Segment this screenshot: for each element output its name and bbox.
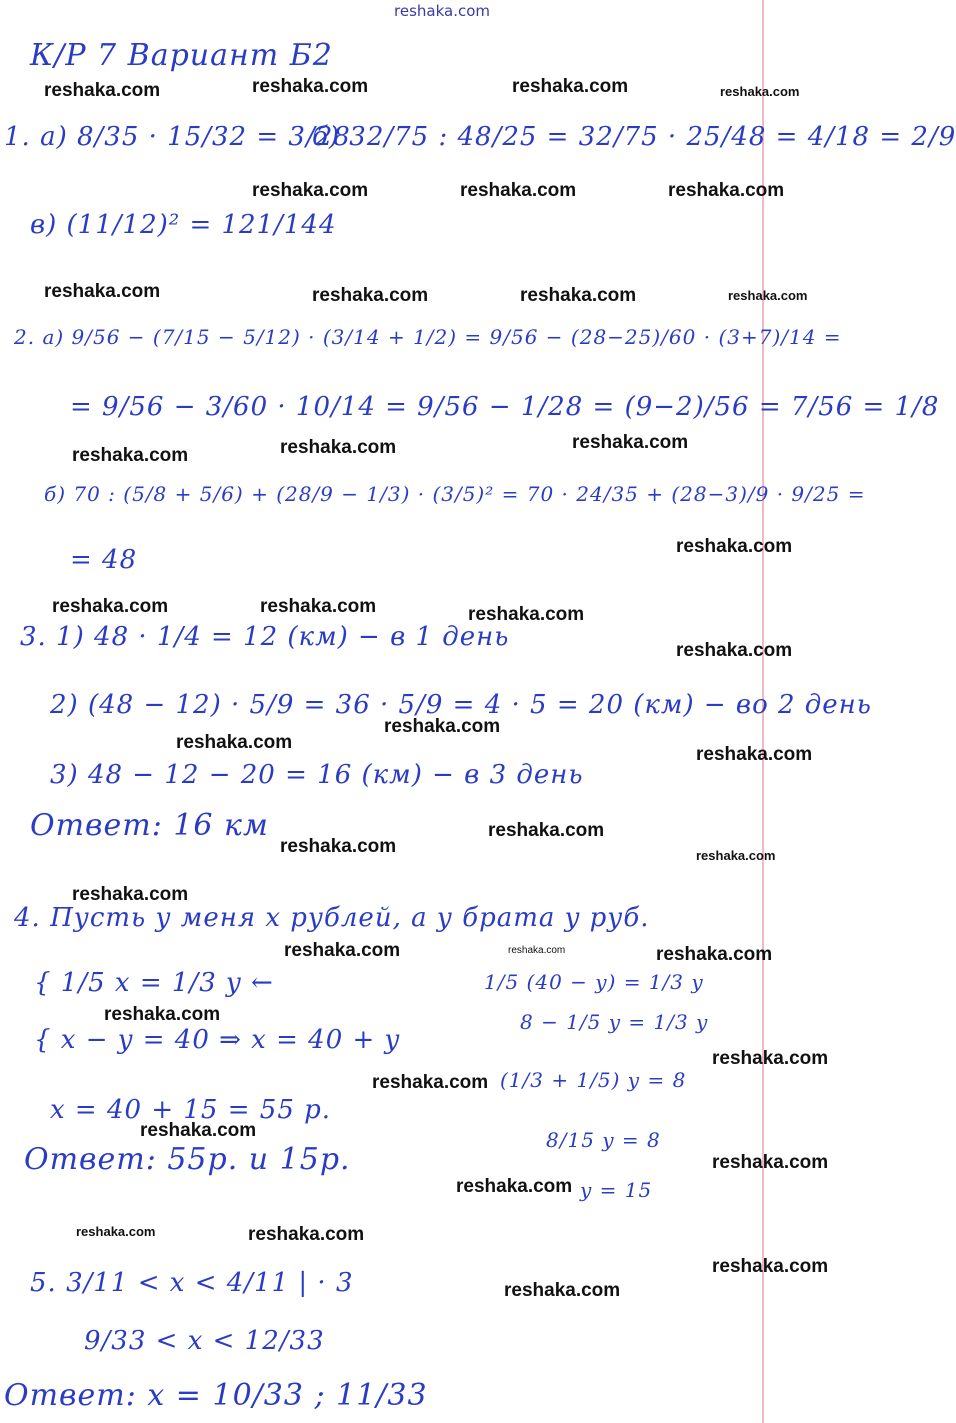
- watermark: reshaka.com: [520, 285, 637, 306]
- watermark: reshaka.com: [252, 76, 369, 97]
- task1-a: 1. а) 8/35 · 15/32 = 3/28: [4, 122, 351, 152]
- task4-work-4: 8/15 y = 8: [546, 1128, 661, 1152]
- watermark: reshaka.com: [712, 1256, 829, 1277]
- task3-step1: 3. 1) 48 · 1/4 = 12 (км) − в 1 день: [20, 622, 510, 652]
- watermark: reshaka.com: [668, 180, 785, 201]
- watermark: reshaka.com: [280, 836, 397, 857]
- header-variant: К/Р 7 Вариант Б2: [30, 38, 333, 73]
- watermark: reshaka.com: [72, 884, 189, 905]
- task4-work-1: 1/5 (40 − y) = 1/3 y: [484, 970, 704, 994]
- task4-answer: Ответ: 55р. и 15р.: [24, 1142, 351, 1177]
- watermark: reshaka.com: [372, 1072, 489, 1093]
- watermark: reshaka.com: [176, 732, 293, 753]
- watermark: reshaka.com: [252, 180, 369, 201]
- watermark: reshaka.com: [712, 1152, 829, 1173]
- task4-intro: 4. Пусть у меня x рублей, а у брата y руб.: [14, 903, 650, 933]
- watermark: reshaka.com: [140, 1120, 257, 1141]
- watermark: reshaka.com: [676, 640, 793, 661]
- task3-answer: Ответ: 16 км: [30, 808, 269, 843]
- task4-x-value: x = 40 + 15 = 55 р.: [50, 1095, 332, 1125]
- watermark: reshaka.com: [104, 1004, 221, 1025]
- watermark: reshaka.com: [488, 820, 605, 841]
- task4-work-2: 8 − 1/5 y = 1/3 y: [520, 1010, 709, 1034]
- watermark: reshaka.com: [260, 596, 377, 617]
- watermark: reshaka.com: [468, 604, 585, 625]
- watermark: reshaka.com: [284, 940, 401, 961]
- watermark: reshaka.com: [720, 84, 800, 99]
- site-header-link[interactable]: reshaka.com: [394, 2, 490, 20]
- task3-step3: 3) 48 − 12 − 20 = 16 (км) − в 3 день: [50, 760, 584, 790]
- task4-system-eq2: { x − y = 40 ⇒ x = 40 + y: [34, 1025, 401, 1055]
- watermark: reshaka.com: [512, 76, 629, 97]
- task4-work-5: y = 15: [580, 1178, 653, 1202]
- task5-answer: Ответ: x = 10/33 ; 11/33: [4, 1378, 428, 1413]
- watermark: reshaka.com: [712, 1048, 829, 1069]
- task5-line1: 5. 3/11 < x < 4/11 | · 3: [30, 1268, 354, 1298]
- watermark: reshaka.com: [312, 285, 429, 306]
- task1-c: в) (11/12)² = 121/144: [30, 210, 337, 240]
- task3-step2: 2) (48 − 12) · 5/9 = 36 · 5/9 = 4 · 5 = 20 (км) − во 2 день: [50, 690, 872, 720]
- watermark: reshaka.com: [696, 744, 813, 765]
- watermark: reshaka.com: [384, 716, 501, 737]
- task4-system-eq1: { 1/5 x = 1/3 y ←: [34, 968, 274, 998]
- task5-line2: 9/33 < x < 12/33: [84, 1326, 325, 1356]
- task2-b-line1: б) 70 : (5/8 + 5/6) + (28/9 − 1/3) · (3/5)² = 70 · 24/35 + (28−3)/9 · 9/25 =: [44, 482, 866, 506]
- watermark: reshaka.com: [248, 1224, 365, 1245]
- task2-a-line2: = 9/56 − 3/60 · 10/14 = 9/56 − 1/28 = (9−2)/56 = 7/56 = 1/8: [70, 392, 940, 422]
- watermark: reshaka.com: [508, 945, 566, 956]
- watermark: reshaka.com: [676, 536, 793, 557]
- watermark: reshaka.com: [456, 1176, 573, 1197]
- watermark: reshaka.com: [728, 288, 808, 303]
- watermark: reshaka.com: [44, 80, 161, 101]
- watermark: reshaka.com: [52, 596, 169, 617]
- watermark: reshaka.com: [72, 445, 189, 466]
- watermark: reshaka.com: [696, 848, 776, 863]
- watermark: reshaka.com: [280, 437, 397, 458]
- watermark: reshaka.com: [504, 1280, 621, 1301]
- task1-b: б) 32/75 : 48/25 = 32/75 · 25/48 = 4/18 = 2/9: [312, 122, 956, 152]
- task4-work-3: (1/3 + 1/5) y = 8: [500, 1068, 687, 1092]
- watermark: reshaka.com: [76, 1224, 156, 1239]
- watermark: reshaka.com: [460, 180, 577, 201]
- watermark: reshaka.com: [572, 432, 689, 453]
- task2-b-line2: = 48: [70, 545, 138, 575]
- watermark: reshaka.com: [44, 281, 161, 302]
- task2-a-line1: 2. а) 9/56 − (7/15 − 5/12) · (3/14 + 1/2) = 9/56 − (28−25)/60 · (3+7)/14 =: [14, 325, 842, 349]
- watermark: reshaka.com: [656, 944, 773, 965]
